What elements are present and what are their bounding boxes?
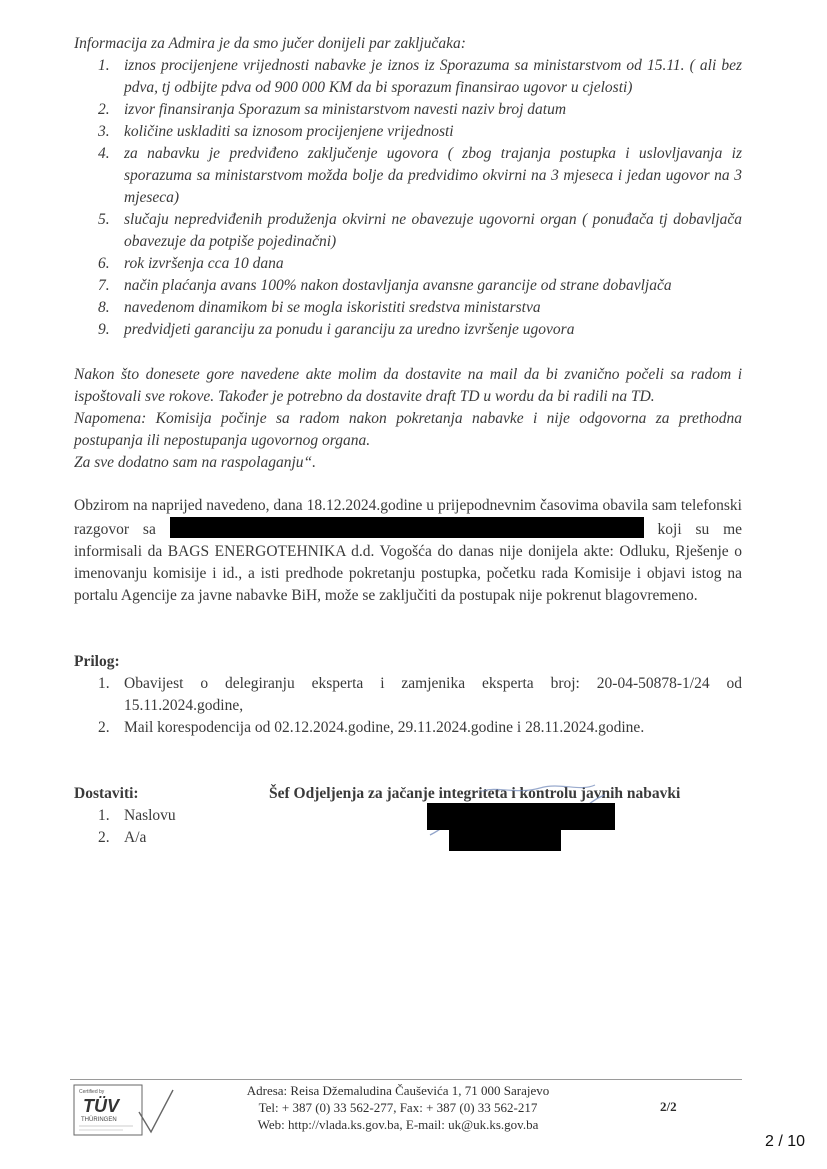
- list-item: 2. A/a: [98, 829, 147, 846]
- list-item: 8. navedenom dinamikom bi se mogla iskoristiti sredstva ministarstva: [98, 299, 541, 316]
- attachments-list: [74, 673, 742, 739]
- signatory-title: Šef Odjeljenja za jačanje integriteta i kontrolu javnih nabavki: [269, 785, 681, 802]
- svg-text:TÜV: TÜV: [83, 1096, 119, 1116]
- body-text-part1: Obzirom na naprijed navedeno, dana 18.12.2024.godine u prijepodnevnim časovima obavila sam telefonski razgovor sa: [74, 497, 742, 538]
- distribution-list: [74, 805, 274, 849]
- svg-text:Certified by: Certified by: [79, 1089, 105, 1095]
- list-item: 6. rok izvršenja cca 10 dana: [98, 255, 284, 272]
- footer-phone: Tel: + 387 (0) 33 562-277, Fax: + 387 (0) 33 562-217: [258, 1100, 538, 1115]
- svg-text:THÜRINGEN: THÜRINGEN: [81, 1117, 117, 1123]
- body-text-part2: koji su me informisali da BAGS ENERGOTEHNIKA d.d. Vogošća do danas nije donijela akte: Odluku, Rješenje o imenovanju komisije i id., a isti predhode pokretanju postupka, početku rada Komisije i objavi istog na portalu Agencije za javne nabavke BiH, može se zaključiti da postupak nije pokrenut blagovremeno.: [74, 521, 743, 604]
- redaction-box: [170, 517, 644, 538]
- list-item: 2. izvor finansiranja Sporazum sa ministarstvom navesti naziv broj datum: [98, 101, 567, 118]
- viewer-page-indicator: 2 / 10: [764, 1133, 805, 1150]
- footer-divider: [70, 1079, 742, 1080]
- list-item: 1. Naslovu: [98, 807, 176, 824]
- list-item: 9. predvidjeti garanciju za ponudu i garanciju za uredno izvršenje ugovora: [98, 321, 575, 338]
- body-paragraph: [74, 495, 742, 607]
- list-item: 1. iznos procijenjene vrijednosti nabavke je iznos iz Sporazuma sa ministarstvom od 15.11. ( ali bez pdva, tj odbijte pdva od 900 000 KM da bi sporazum finansirao ugovor u cjelosti): [98, 57, 742, 96]
- footer-web: Web: http://vlada.ks.gov.ba, E-mail: uk@uk.ks.gov.ba: [257, 1117, 539, 1132]
- attachments-heading: Prilog:: [74, 653, 120, 670]
- distribution-heading: Dostaviti:: [74, 785, 139, 802]
- email-intro: Informacija za Admira je da smo jučer donijeli par zaključaka:: [74, 35, 466, 52]
- footer-contact: [198, 1082, 598, 1133]
- page-number: 2/2: [660, 1099, 677, 1114]
- list-item: 7. način plaćanja avans 100% nakon dostavljanja avansne garancije od strane dobavljača: [98, 277, 672, 294]
- closing-note: Napomena: Komisija počinje sa radom nakon pokretanja nabavke i nije odgovorna za prethodna postupanja ili nepostupanja ugovornog organa.: [74, 410, 742, 449]
- redaction-box: [449, 825, 561, 851]
- list-item: 5. slučaju nepredviđenih produženja okvirni ne obavezuje ugovorni organ ( ponuđača tj dobavljača obavezuje da potpiše pojedinačni): [98, 211, 742, 250]
- footer-address: Adresa: Reisa Džemaludina Čauševića 1, 71 000 Sarajevo: [246, 1083, 550, 1098]
- list-item: 1. Obavijest o delegiranju eksperta i zamjenika eksperta broj: 20-04-50878-1/24 od 15.11.2024.godine,: [98, 675, 742, 714]
- email-closing: [74, 364, 742, 474]
- closing-signoff: Za sve dodatno sam na raspolaganju“.: [74, 454, 316, 471]
- list-item: 4. za nabavku je predviđeno zaključenje ugovora ( zbog trajanja postupka i uslovljavanja iz sporazuma sa ministarstvom možda bolje da predvidimo okvirni na 3 mjeseca i jedan ugovor na 3 mjeseca): [98, 145, 742, 206]
- email-points-list: [74, 55, 742, 341]
- list-item: 3. količine uskladiti sa iznosom procijenjene vrijednosti: [98, 123, 454, 140]
- list-item: 2. Mail korespodencija od 02.12.2024.godine, 29.11.2024.godine i 28.11.2024.godine.: [98, 719, 645, 736]
- tuv-certification-logo: [73, 1084, 175, 1136]
- closing-paragraph: Nakon što donesete gore navedene akte molim da dostavite na mail da bi zvanično počeli sa radom i ispoštovali sve rokove. Također je potrebno da dostavite draft TD u wordu da bi radili na TD.: [74, 366, 742, 405]
